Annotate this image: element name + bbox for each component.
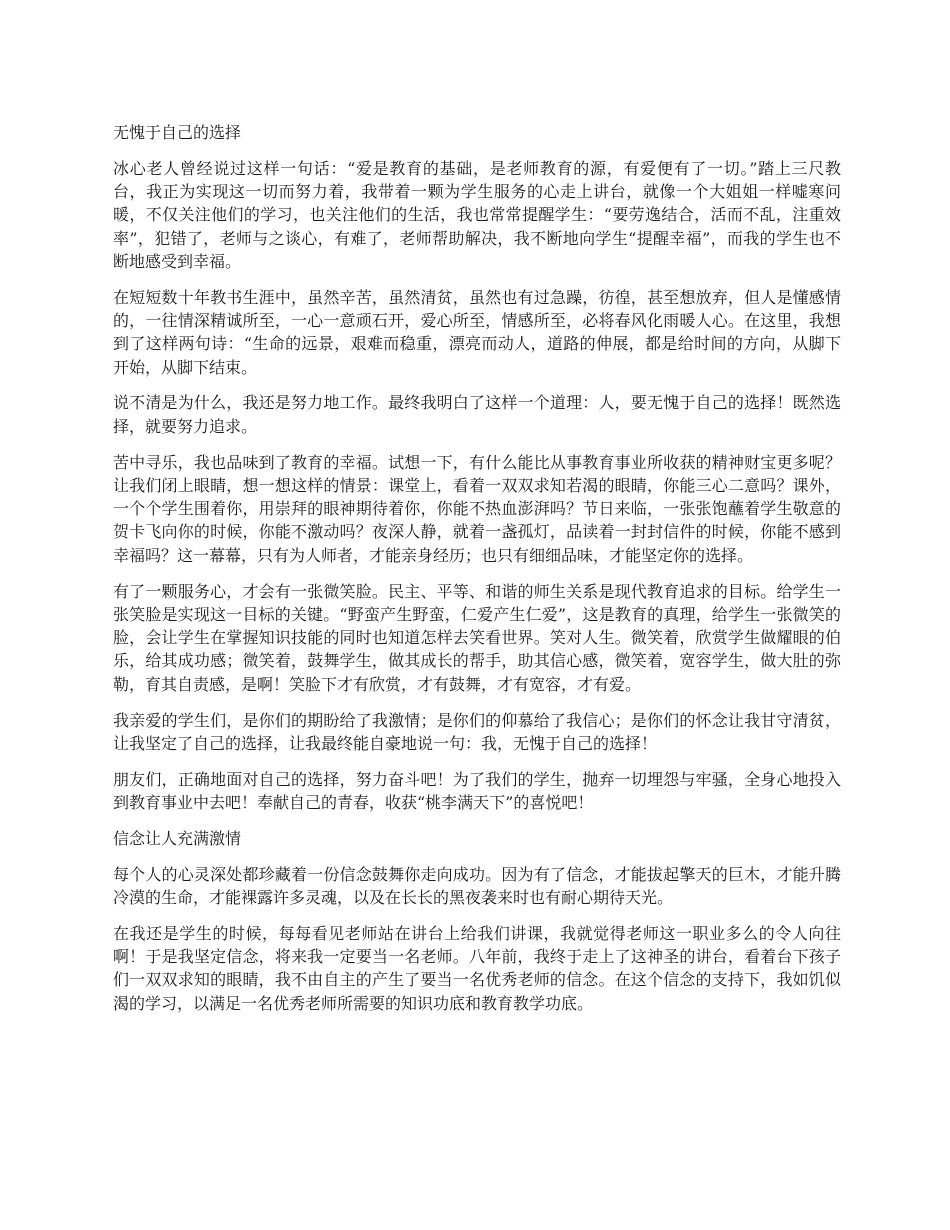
paragraph: 每个人的心灵深处都珍藏着一份信念鼓舞你走向成功。因为有了信念，才能拔起擎天的巨木，才能升腾冷漠的生命，才能裸露许多灵魂，以及在长长的黑夜袭来时也有耐心期待天光。 (113, 864, 841, 907)
paragraph: 我亲爱的学生们，是你们的期盼给了我激情；是你们的仰慕给了我信心；是你们的怀念让我甘守清贫，让我坚定了自己的选择，让我最终能自豪地说一句：我，无愧于自己的选择！ (113, 710, 841, 753)
paragraph: 在短短数十年教书生涯中，虽然辛苦，虽然清贫，虽然也有过急躁，彷徨，甚至想放弃，但人是懂感情的，一往情深精诚所至，一心一意顽石开，爱心所至，情感所至，必将春风化雨暖人心。在这里，我想到了这样两句诗：“生命的远景，艰难而稳重，漂亮而动人，道路的伸展，都是给时间的方向，从脚下开始，从脚下结束。 (113, 287, 841, 377)
paragraph: 说不清是为什么，我还是努力地工作。最终我明白了这样一个道理：人，要无愧于自己的选择！既然选择，就要努力追求。 (113, 393, 841, 436)
paragraph: 苦中寻乐，我也品味到了教育的幸福。试想一下，有什么能比从事教育事业所收获的精神财宝更多呢？让我们闭上眼睛，想一想这样的情景：课堂上，看着一双双求知若渴的眼睛，你能三心二意吗？课外，一个个学生围着你，用崇拜的眼神期待着你，你能不热血澎湃吗？节日来临，一张张饱蘸着学生敬意的贺卡飞向你的时候，你能不激动吗？夜深人静，就着一盏孤灯，品读着一封封信件的时候，你能不感到幸福吗？这一幕幕，只有为人师者，才能亲身经历；也只有细细品味，才能坚定你的选择。 (113, 452, 841, 565)
paragraph: 有了一颗服务心，才会有一张微笑脸。民主、平等、和谐的师生关系是现代教育追求的目标。给学生一张笑脸是实现这一目标的关键。“野蛮产生野蛮，仁爱产生仁爱”，这是教育的真理，给学生一张微笑的脸，会让学生在掌握知识技能的同时也知道怎样去笑看世界。笑对人生。微笑着，欣赏学生做耀眼的伯乐，给其成功感；微笑着，鼓舞学生，做其成长的帮手，助其信心感，微笑着，宽容学生，做大肚的弥勒，育其自责感，是啊！笑脸下才有欣赏，才有鼓舞，才有宽容，才有爱。 (113, 581, 841, 694)
section-title-1: 无愧于自己的选择 (113, 123, 242, 142)
paragraph: 在我还是学生的时候，每每看见老师站在讲台上给我们讲课，我就觉得老师这一职业多么的令人向往啊！于是我坚定信念，将来我一定要当一名老师。八年前，我终于走上了这神圣的讲台，看着台下孩子们一双双求知的眼睛，我不由自主的产生了要当一名优秀老师的信念。在这个信念的支持下，我如饥似渴的学习，以满足一名优秀老师所需要的知识功底和教育教学功底。 (113, 923, 841, 1013)
document-body (113, 121, 841, 1027)
section-title-2: 信念让人充满激情 (113, 828, 242, 848)
paragraph: 朋友们，正确地面对自己的选择，努力奋斗吧！为了我们的学生，抛弃一切埋怨与牢骚，全身心地投入到教育事业中去吧！奉献自己的青春，收获“桃李满天下”的喜悦吧！ (113, 769, 841, 812)
paragraph: 冰心老人曾经说过这样一句话：“爱是教育的基础，是老师教育的源，有爱便有了一切。”踏上三尺教台，我正为实现这一切而努力着，我带着一颗为学生服务的心走上讲台，就像一个大姐姐一样嘘寒问暖，不仅关注他们的学习，也关注他们的生活，我也常常提醒学生：“要劳逸结合，活而不乱，注重效率”，犯错了，老师与之谈心，有难了，老师帮助解决，我不断地向学生“提醒幸福”，而我的学生也不断地感受到幸福。 (113, 158, 841, 271)
